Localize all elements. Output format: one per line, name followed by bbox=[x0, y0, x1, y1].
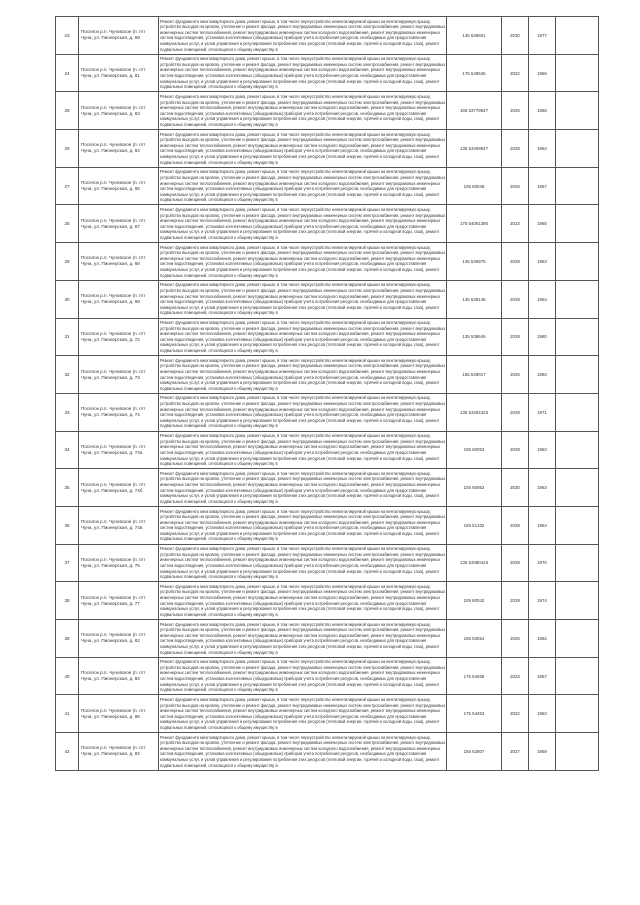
row-year: 2022 bbox=[502, 54, 529, 92]
row-address: Поселок р.п. Чуновское (п. пгт Чуна, ул. Пионерская, д. 68 bbox=[79, 243, 159, 281]
row-built-year: 1974 bbox=[529, 582, 556, 620]
table-row bbox=[56, 318, 599, 356]
row-empty-cell bbox=[556, 733, 599, 771]
row-number: 42 bbox=[56, 733, 79, 771]
row-built-year: 1977 bbox=[529, 17, 556, 55]
row-empty-cell bbox=[556, 431, 599, 469]
row-cost: 135 539601 bbox=[447, 17, 502, 55]
row-work-description: Ремонт фундамента многоквартирного дома, ремонт крыши, в том числе переустройство невентилируемой крыши на вентилируемую крышу, устройство выходов на кровлю, утепление и ремонт фасада, ремонт внутридомовых инженерных систем электроснабжения, ремонт внутридомовых инженерных систем теплоснабжения, ремонт внутридомовых инженерных систем холодного водоснабжения, ремонт внутридомовых инженерных систем водоотведения, установка коллективных (общедомовых) приборов учета потребления ресурсов, необходимых для предоставления коммунальных услуг, и узлов управления и регулирования потребления этих ресурсов (тепловой энергии, горячей и холодной воды, газа), ремонт подвальных помещений, относящихся к общему имуществу в bbox=[159, 506, 447, 544]
row-address: Поселок р.п. Чуновское (п. пгт Чуна, ул. Пионерская, д. 82 bbox=[79, 620, 159, 658]
row-number: 24 bbox=[56, 54, 79, 92]
row-year: 2023 bbox=[502, 205, 529, 243]
row-empty-cell bbox=[556, 205, 599, 243]
table-row bbox=[56, 393, 599, 431]
row-year: 2022 bbox=[502, 695, 529, 733]
row-year: 2027 bbox=[502, 733, 529, 771]
row-work-description: Ремонт фундамента многоквартирного дома, ремонт крыши, в том числе переустройство невентилируемой крыши на вентилируемую крышу, устройство выходов на кровлю, утепление и ремонт фасада, ремонт внутридомовых инженерных систем электроснабжения, ремонт внутридомовых инженерных систем теплоснабжения, ремонт внутридомовых инженерных систем холодного водоснабжения, ремонт внутридомовых инженерных систем водоотведения, установка коллективных (общедомовых) приборов учета потребления ресурсов, необходимых для предоставления коммунальных услуг, и узлов управления и регулирования потребления этих ресурсов (тепловой энергии, горячей и холодной воды, газа), ремонт подвальных помещений, относящихся к общему имуществу в bbox=[159, 318, 447, 356]
row-address: Поселок р.п. Чуновское (п. пгт Чуна, ул. Пионерская, д. 74 bbox=[79, 393, 159, 431]
row-year: 2029 bbox=[502, 243, 529, 281]
row-empty-cell bbox=[556, 243, 599, 281]
row-cost: 156 53779547 bbox=[447, 92, 502, 130]
row-empty-cell bbox=[556, 657, 599, 695]
table-row bbox=[56, 695, 599, 733]
table-row bbox=[56, 431, 599, 469]
row-year: 2029 bbox=[502, 582, 529, 620]
row-cost: 155 52807 bbox=[447, 733, 502, 771]
row-address: Поселок р.п. Чуновское (п. пгт Чуна, ул. Пионерская, д. 74б bbox=[79, 469, 159, 507]
table-row bbox=[56, 54, 599, 92]
row-built-year: 1959 bbox=[529, 733, 556, 771]
row-built-year: 1964 bbox=[529, 130, 556, 168]
table-row bbox=[56, 205, 599, 243]
row-cost: 135 53409547 bbox=[447, 130, 502, 168]
row-built-year: 1966 bbox=[529, 54, 556, 92]
row-address: Поселок р.п. Чуновское (п. пгт Чуна, ул. Пионерская, д. 72 bbox=[79, 318, 159, 356]
row-cost: 135 538646 bbox=[447, 318, 502, 356]
row-address: Поселок р.п. Чуновское (п. пгт Чуна, ул. Пионерская, д. 84 bbox=[79, 657, 159, 695]
row-address: Поселок р.п. Чуновское (п. пгт Чуна, ул. Пионерская, д. 67 bbox=[79, 205, 159, 243]
row-empty-cell bbox=[556, 544, 599, 582]
row-work-description: Ремонт фундамента многоквартирного дома, ремонт крыши, в том числе переустройство невентилируемой крыши на вентилируемую крышу, устройство выходов на кровлю, утепление и ремонт фасада, ремонт внутридомовых инженерных систем электроснабжения, ремонт внутридомовых инженерных систем теплоснабжения, ремонт внутридомовых инженерных систем холодного водоснабжения, ремонт внутридомовых инженерных систем водоотведения, установка коллективных (общедомовых) приборов учета потребления ресурсов, необходимых для предоставления коммунальных услуг, и узлов управления и регулирования потребления этих ресурсов (тепловой энергии, горячей и холодной воды, газа), ремонт подвальных помещений, относящихся к общему имуществу в bbox=[159, 167, 447, 205]
row-built-year: 1980 bbox=[529, 318, 556, 356]
table-row bbox=[56, 544, 599, 582]
row-work-description: Ремонт фундамента многоквартирного дома, ремонт крыши, в том числе переустройство невентилируемой крыши на вентилируемую крышу, устройство выходов на кровлю, утепление и ремонт фасада, ремонт внутридомовых инженерных систем электроснабжения, ремонт внутридомовых инженерных систем теплоснабжения, ремонт внутридомовых инженерных систем холодного водоснабжения, ремонт внутридомовых инженерных систем водоотведения, установка коллективных (общедомовых) приборов учета потребления ресурсов, необходимых для предоставления коммунальных услуг, и узлов управления и регулирования потребления этих ресурсов (тепловой энергии, горячей и холодной воды, газа), ремонт подвальных помещений, относящихся к общему имуществу в bbox=[159, 393, 447, 431]
row-number: 23 bbox=[56, 17, 79, 55]
row-address: Поселок р.п. Чуновское (п. пгт Чуна, ул. Пионерская, д. 65 bbox=[79, 167, 159, 205]
row-number: 31 bbox=[56, 318, 79, 356]
row-empty-cell bbox=[556, 356, 599, 394]
row-cost: 155 53054 bbox=[447, 620, 502, 658]
row-cost: 135 536975 bbox=[447, 243, 502, 281]
row-built-year: 1963 bbox=[529, 431, 556, 469]
row-cost: 135 538146 bbox=[447, 280, 502, 318]
row-address: Поселок р.п. Чуновское (п. пгт Чуна, ул. Пионерская, д. 73 bbox=[79, 356, 159, 394]
row-cost: 105 80042 bbox=[447, 582, 502, 620]
program-table-page bbox=[55, 16, 588, 771]
row-year: 2025 bbox=[502, 92, 529, 130]
row-cost: 135 53380423 bbox=[447, 544, 502, 582]
row-year: 2026 bbox=[502, 620, 529, 658]
row-number: 25 bbox=[56, 92, 79, 130]
row-number: 32 bbox=[56, 356, 79, 394]
row-built-year: 1962 bbox=[529, 620, 556, 658]
row-year: 2028 bbox=[502, 506, 529, 544]
row-year: 2028 bbox=[502, 130, 529, 168]
table-body bbox=[56, 17, 599, 771]
row-work-description: Ремонт фундамента многоквартирного дома, ремонт крыши, в том числе переустройство невентилируемой крыши на вентилируемую крышу, устройство выходов на кровлю, утепление и ремонт фасада, ремонт внутридомовых инженерных систем электроснабжения, ремонт внутридомовых инженерных систем теплоснабжения, ремонт внутридомовых инженерных систем холодного водоснабжения, ремонт внутридомовых инженерных систем водоотведения, установка коллективных (общедомовых) приборов учета потребления ресурсов, необходимых для предоставления коммунальных услуг, и узлов управления и регулирования потребления этих ресурсов (тепловой энергии, горячей и холодной воды, газа), ремонт подвальных помещений, относящихся к общему имуществу в bbox=[159, 130, 447, 168]
table-row bbox=[56, 582, 599, 620]
row-work-description: Ремонт фундамента многоквартирного дома, ремонт крыши, в том числе переустройство невентилируемой крыши на вентилируемую крышу, устройство выходов на кровлю, утепление и ремонт фасада, ремонт внутридомовых инженерных систем электроснабжения, ремонт внутридомовых инженерных систем теплоснабжения, ремонт внутридомовых инженерных систем холодного водоснабжения, ремонт внутридомовых инженерных систем водоотведения, установка коллективных (общедомовых) приборов учета потребления ресурсов, необходимых для предоставления коммунальных услуг, и узлов управления и регулирования потребления этих ресурсов (тепловой энергии, горячей и холодной воды, газа), ремонт подвальных помещений, относящихся к общему имуществу в bbox=[159, 431, 447, 469]
row-cost: 175 549646 bbox=[447, 54, 502, 92]
row-cost: 175 54453 bbox=[447, 695, 502, 733]
row-work-description: Ремонт фундамента многоквартирного дома, ремонт крыши, в том числе переустройство невентилируемой крыши на вентилируемую крышу, устройство выходов на кровлю, утепление и ремонт фасада, ремонт внутридомовых инженерных систем электроснабжения, ремонт внутридомовых инженерных систем теплоснабжения, ремонт внутридомовых инженерных систем холодного водоснабжения, ремонт внутридомовых инженерных систем водоотведения, установка коллективных (общедомовых) приборов учета потребления ресурсов, необходимых для предоставления коммунальных услуг, и узлов управления и регулирования потребления этих ресурсов (тепловой энергии, горячей и холодной воды, газа), ремонт подвальных помещений, относящихся к общему имуществу в bbox=[159, 620, 447, 658]
row-empty-cell bbox=[556, 506, 599, 544]
row-built-year: 1957 bbox=[529, 657, 556, 695]
row-number: 26 bbox=[56, 130, 79, 168]
row-empty-cell bbox=[556, 17, 599, 55]
row-built-year: 1965 bbox=[529, 205, 556, 243]
row-number: 33 bbox=[56, 393, 79, 431]
row-empty-cell bbox=[556, 469, 599, 507]
row-empty-cell bbox=[556, 54, 599, 92]
row-built-year: 1964 bbox=[529, 280, 556, 318]
row-work-description: Ремонт фундамента многоквартирного дома, ремонт крыши, в том числе переустройство невентилируемой крыши на вентилируемую крышу, устройство выходов на кровлю, утепление и ремонт фасада, ремонт внутридомовых инженерных систем электроснабжения, ремонт внутридомовых инженерных систем теплоснабжения, ремонт внутридомовых инженерных систем холодного водоснабжения, ремонт внутридомовых инженерных систем водоотведения, установка коллективных (общедомовых) приборов учета потребления ресурсов, необходимых для предоставления коммунальных услуг, и узлов управления и регулирования потребления этих ресурсов (тепловой энергии, горячей и холодной воды, газа), ремонт подвальных помещений, относящихся к общему имуществу в bbox=[159, 356, 447, 394]
row-year: 2029 bbox=[502, 431, 529, 469]
row-work-description: Ремонт фундамента многоквартирного дома, ремонт крыши, в том числе переустройство невентилируемой крыши на вентилируемую крышу, устройство выходов на кровлю, утепление и ремонт фасада, ремонт внутридомовых инженерных систем электроснабжения, ремонт внутридомовых инженерных систем теплоснабжения, ремонт внутридомовых инженерных систем холодного водоснабжения, ремонт внутридомовых инженерных систем водоотведения, установка коллективных (общедомовых) приборов учета потребления ресурсов, необходимых для предоставления коммунальных услуг, и узлов управления и регулирования потребления этих ресурсов (тепловой энергии, горячей и холодной воды, газа), ремонт подвальных помещений, относящихся к общему имуществу в bbox=[159, 92, 447, 130]
table-row bbox=[56, 243, 599, 281]
row-year: 2029 bbox=[502, 544, 529, 582]
row-year: 2023 bbox=[502, 657, 529, 695]
row-built-year: 1963 bbox=[529, 695, 556, 733]
row-built-year: 1971 bbox=[529, 393, 556, 431]
row-number: 40 bbox=[56, 657, 79, 695]
row-year: 2029 bbox=[502, 280, 529, 318]
row-cost: 175 54061380 bbox=[447, 205, 502, 243]
row-built-year: 1970 bbox=[529, 544, 556, 582]
row-number: 39 bbox=[56, 620, 79, 658]
row-work-description: Ремонт фундамента многоквартирного дома, ремонт крыши, в том числе переустройство невентилируемой крыши на вентилируемую крышу, устройство выходов на кровлю, утепление и ремонт фасада, ремонт внутридомовых инженерных систем электроснабжения, ремонт внутридомовых инженерных систем теплоснабжения, ремонт внутридомовых инженерных систем холодного водоснабжения, ремонт внутридомовых инженерных систем водоотведения, установка коллективных (общедомовых) приборов учета потребления ресурсов, необходимых для предоставления коммунальных услуг, и узлов управления и регулирования потребления этих ресурсов (тепловой энергии, горячей и холодной воды, газа), ремонт подвальных помещений, относящихся к общему имуществу в bbox=[159, 17, 447, 55]
row-address: Поселок р.п. Чуновское (п. пгт Чуна, ул. Пионерская, д. 63 bbox=[79, 92, 159, 130]
row-empty-cell bbox=[556, 318, 599, 356]
row-work-description: Ремонт фундамента многоквартирного дома, ремонт крыши, в том числе переустройство невентилируемой крыши на вентилируемую крышу, устройство выходов на кровлю, утепление и ремонт фасада, ремонт внутридомовых инженерных систем электроснабжения, ремонт внутридомовых инженерных систем теплоснабжения, ремонт внутридомовых инженерных систем холодного водоснабжения, ремонт внутридомовых инженерных систем водоотведения, установка коллективных (общедомовых) приборов учета потребления ресурсов, необходимых для предоставления коммунальных услуг, и узлов управления и регулирования потребления этих ресурсов (тепловой энергии, горячей и холодной воды, газа), ремонт подвальных помещений, относящихся к общему имуществу в bbox=[159, 657, 447, 695]
row-empty-cell bbox=[556, 92, 599, 130]
row-cost: 155 549017 bbox=[447, 356, 502, 394]
table-row bbox=[56, 92, 599, 130]
table-row bbox=[56, 620, 599, 658]
row-cost: 175 54658 bbox=[447, 657, 502, 695]
row-year: 2029 bbox=[502, 393, 529, 431]
row-address: Поселок р.п. Чуновское (п. пгт Чуна, ул. Пионерская, д. 59 bbox=[79, 17, 159, 55]
table-row bbox=[56, 356, 599, 394]
row-built-year: 1963 bbox=[529, 243, 556, 281]
table-row bbox=[56, 469, 599, 507]
row-work-description: Ремонт фундамента многоквартирного дома, ремонт крыши, в том числе переустройство невентилируемой крыши на вентилируемую крышу, устройство выходов на кровлю, утепление и ремонт фасада, ремонт внутридомовых инженерных систем электроснабжения, ремонт внутридомовых инженерных систем теплоснабжения, ремонт внутридомовых инженерных систем холодного водоснабжения, ремонт внутридомовых инженерных систем водоотведения, установка коллективных (общедомовых) приборов учета потребления ресурсов, необходимых для предоставления коммунальных услуг, и узлов управления и регулирования потребления этих ресурсов (тепловой энергии, горячей и холодной воды, газа), ремонт подвальных помещений, относящихся к общему имуществу в bbox=[159, 733, 447, 771]
row-work-description: Ремонт фундамента многоквартирного дома, ремонт крыши, в том числе переустройство невентилируемой крыши на вентилируемую крышу, устройство выходов на кровлю, утепление и ремонт фасада, ремонт внутридомовых инженерных систем электроснабжения, ремонт внутридомовых инженерных систем теплоснабжения, ремонт внутридомовых инженерных систем холодного водоснабжения, ремонт внутридомовых инженерных систем водоотведения, установка коллективных (общедомовых) приборов учета потребления ресурсов, необходимых для предоставления коммунальных услуг, и узлов управления и регулирования потребления этих ресурсов (тепловой энергии, горячей и холодной воды, газа), ремонт подвальных помещений, относящихся к общему имуществу в bbox=[159, 280, 447, 318]
row-number: 30 bbox=[56, 280, 79, 318]
row-built-year: 1967 bbox=[529, 167, 556, 205]
table-row bbox=[56, 167, 599, 205]
row-year: 2030 bbox=[502, 469, 529, 507]
row-number: 35 bbox=[56, 469, 79, 507]
row-number: 27 bbox=[56, 167, 79, 205]
row-address: Поселок р.п. Чуновское (п. пгт Чуна, ул. Пионерская, д. 75 bbox=[79, 544, 159, 582]
row-number: 34 bbox=[56, 431, 79, 469]
table-row bbox=[56, 17, 599, 55]
row-address: Поселок р.п. Чуновское (п. пгт Чуна, ул. Пионерская, д. 69 bbox=[79, 280, 159, 318]
row-cost: 135 53284423 bbox=[447, 393, 502, 431]
row-empty-cell bbox=[556, 167, 599, 205]
row-empty-cell bbox=[556, 280, 599, 318]
row-number: 28 bbox=[56, 205, 79, 243]
row-address: Поселок р.п. Чуновское (п. пгт Чуна, ул. Пионерская, д. 77 bbox=[79, 582, 159, 620]
row-empty-cell bbox=[556, 130, 599, 168]
row-address: Поселок р.п. Чуновское (п. пгт Чуна, ул. Пионерская, д. 64 bbox=[79, 130, 159, 168]
row-built-year: 1964 bbox=[529, 506, 556, 544]
row-empty-cell bbox=[556, 695, 599, 733]
row-work-description: Ремонт фундамента многоквартирного дома, ремонт крыши, в том числе переустройство невентилируемой крыши на вентилируемую крышу, устройство выходов на кровлю, утепление и ремонт фасада, ремонт внутридомовых инженерных систем электроснабжения, ремонт внутридомовых инженерных систем теплоснабжения, ремонт внутридомовых инженерных систем холодного водоснабжения, ремонт внутридомовых инженерных систем водоотведения, установка коллективных (общедомовых) приборов учета потребления ресурсов, необходимых для предоставления коммунальных услуг, и узлов управления и регулирования потребления этих ресурсов (тепловой энергии, горячей и холодной воды, газа), ремонт подвальных помещений, относящихся к общему имуществу в bbox=[159, 54, 447, 92]
row-address: Поселок р.п. Чуновское (п. пгт Чуна, ул. Пионерская, д. 86 bbox=[79, 695, 159, 733]
table-row bbox=[56, 506, 599, 544]
row-built-year: 1965 bbox=[529, 92, 556, 130]
row-number: 38 bbox=[56, 582, 79, 620]
row-number: 37 bbox=[56, 544, 79, 582]
row-year: 2030 bbox=[502, 17, 529, 55]
row-number: 41 bbox=[56, 695, 79, 733]
row-address: Поселок р.п. Чуновское (п. пгт Чуна, ул. Пионерская, д. 61 bbox=[79, 54, 159, 92]
row-number: 29 bbox=[56, 243, 79, 281]
row-year: 2026 bbox=[502, 167, 529, 205]
row-empty-cell bbox=[556, 582, 599, 620]
row-cost: 105 60053 bbox=[447, 431, 502, 469]
row-year: 2025 bbox=[502, 356, 529, 394]
table-row bbox=[56, 733, 599, 771]
table-row bbox=[56, 130, 599, 168]
row-cost: 105 60053 bbox=[447, 469, 502, 507]
row-work-description: Ремонт фундамента многоквартирного дома, ремонт крыши, в том числе переустройство невентилируемой крыши на вентилируемую крышу, устройство выходов на кровлю, утепление и ремонт фасада, ремонт внутридомовых инженерных систем электроснабжения, ремонт внутридомовых инженерных систем теплоснабжения, ремонт внутридомовых инженерных систем холодного водоснабжения, ремонт внутридомовых инженерных систем водоотведения, установка коллективных (общедомовых) приборов учета потребления ресурсов, необходимых для предоставления коммунальных услуг, и узлов управления и регулирования потребления этих ресурсов (тепловой энергии, горячей и холодной воды, газа), ремонт подвальных помещений, относящихся к общему имуществу в bbox=[159, 205, 447, 243]
row-empty-cell bbox=[556, 393, 599, 431]
row-number: 36 bbox=[56, 506, 79, 544]
row-work-description: Ремонт фундамента многоквартирного дома, ремонт крыши, в том числе переустройство невентилируемой крыши на вентилируемую крышу, устройство выходов на кровлю, утепление и ремонт фасада, ремонт внутридомовых инженерных систем электроснабжения, ремонт внутридомовых инженерных систем теплоснабжения, ремонт внутридомовых инженерных систем холодного водоснабжения, ремонт внутридомовых инженерных систем водоотведения, установка коллективных (общедомовых) приборов учета потребления ресурсов, необходимых для предоставления коммунальных услуг, и узлов управления и регулирования потребления этих ресурсов (тепловой энергии, горячей и холодной воды, газа), ремонт подвальных помещений, относящихся к общему имуществу в bbox=[159, 544, 447, 582]
row-year: 2028 bbox=[502, 318, 529, 356]
repair-program-table bbox=[55, 16, 599, 771]
row-built-year: 1983 bbox=[529, 356, 556, 394]
row-cost: 155 51332 bbox=[447, 506, 502, 544]
row-work-description: Ремонт фундамента многоквартирного дома, ремонт крыши, в том числе переустройство невентилируемой крыши на вентилируемую крышу, устройство выходов на кровлю, утепление и ремонт фасада, ремонт внутридомовых инженерных систем электроснабжения, ремонт внутридомовых инженерных систем теплоснабжения, ремонт внутридомовых инженерных систем холодного водоснабжения, ремонт внутридомовых инженерных систем водоотведения, установка коллективных (общедомовых) приборов учета потребления ресурсов, необходимых для предоставления коммунальных услуг, и узлов управления и регулирования потребления этих ресурсов (тепловой энергии, горячей и холодной воды, газа), ремонт подвальных помещений, относящихся к общему имуществу в bbox=[159, 469, 447, 507]
row-work-description: Ремонт фундамента многоквартирного дома, ремонт крыши, в том числе переустройство невентилируемой крыши на вентилируемую крышу, устройство выходов на кровлю, утепление и ремонт фасада, ремонт внутридомовых инженерных систем электроснабжения, ремонт внутридомовых инженерных систем теплоснабжения, ремонт внутридомовых инженерных систем холодного водоснабжения, ремонт внутридомовых инженерных систем водоотведения, установка коллективных (общедомовых) приборов учета потребления ресурсов, необходимых для предоставления коммунальных услуг, и узлов управления и регулирования потребления этих ресурсов (тепловой энергии, горячей и холодной воды, газа), ремонт подвальных помещений, относящихся к общему имуществу в bbox=[159, 243, 447, 281]
row-work-description: Ремонт фундамента многоквартирного дома, ремонт крыши, в том числе переустройство невентилируемой крыши на вентилируемую крышу, устройство выходов на кровлю, утепление и ремонт фасада, ремонт внутридомовых инженерных систем электроснабжения, ремонт внутридомовых инженерных систем теплоснабжения, ремонт внутридомовых инженерных систем холодного водоснабжения, ремонт внутридомовых инженерных систем водоотведения, установка коллективных (общедомовых) приборов учета потребления ресурсов, необходимых для предоставления коммунальных услуг, и узлов управления и регулирования потребления этих ресурсов (тепловой энергии, горячей и холодной воды, газа), ремонт подвальных помещений, относящихся к общему имуществу в bbox=[159, 695, 447, 733]
row-address: Поселок р.п. Чуновское (п. пгт Чуна, ул. Пионерская, д. 92 bbox=[79, 733, 159, 771]
row-work-description: Ремонт фундамента многоквартирного дома, ремонт крыши, в том числе переустройство невентилируемой крыши на вентилируемую крышу, устройство выходов на кровлю, утепление и ремонт фасада, ремонт внутридомовых инженерных систем электроснабжения, ремонт внутридомовых инженерных систем теплоснабжения, ремонт внутридомовых инженерных систем холодного водоснабжения, ремонт внутридомовых инженерных систем водоотведения, установка коллективных (общедомовых) приборов учета потребления ресурсов, необходимых для предоставления коммунальных услуг, и узлов управления и регулирования потребления этих ресурсов (тепловой энергии, горячей и холодной воды, газа), ремонт подвальных помещений, относящихся к общему имуществу в bbox=[159, 582, 447, 620]
row-address: Поселок р.п. Чуновское (п. пгт Чуна, ул. Пионерская, д. 74в bbox=[79, 506, 159, 544]
row-built-year: 1963 bbox=[529, 469, 556, 507]
row-address: Поселок р.п. Чуновское (п. пгт Чуна, ул. Пионерская, д. 74а bbox=[79, 431, 159, 469]
row-empty-cell bbox=[556, 620, 599, 658]
table-row bbox=[56, 657, 599, 695]
table-row bbox=[56, 280, 599, 318]
row-cost: 105 60049 bbox=[447, 167, 502, 205]
